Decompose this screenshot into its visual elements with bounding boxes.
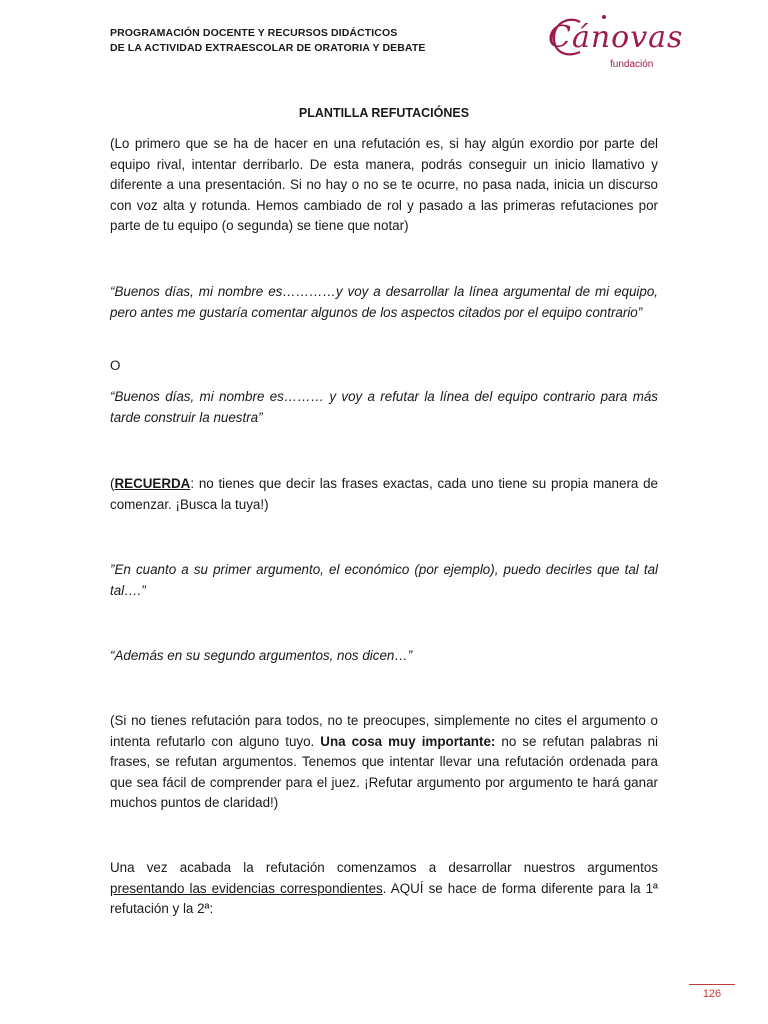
header-line-2: DE LA ACTIVIDAD EXTRAESCOLAR DE ORATORIA Y DEBATE — [110, 42, 426, 54]
page-number: 126 — [702, 988, 722, 1000]
reminder-label: RECUERDA — [114, 476, 191, 491]
reminder-text: : no tienes que decir las frases exactas, cada uno tiene su propia manera de comenzar. ¡Busca la tuya!) — [110, 476, 658, 512]
closing-text-b: . AQUÍ se hace de forma diferente para la 1ª refutación y la 2ª: — [110, 880, 658, 917]
reminder-paragraph — [110, 474, 658, 515]
closing-paragraph — [110, 858, 658, 920]
footer-rule — [689, 984, 735, 985]
reminder-open-paren: ( — [110, 476, 115, 491]
page-title: PLANTILLA REFUTACIÓNES — [298, 106, 470, 120]
example-quote-4: “Además en su segundo argumentos, nos dicen…” — [110, 648, 413, 663]
or-separator: O — [110, 358, 121, 373]
closing-underlined: presentando las evidencias correspondientes — [110, 880, 383, 896]
closing-text-a: Una vez acabada la refutación comenzamos a desarrollar nuestros argumentos — [110, 860, 658, 875]
example-quote-3: ”En cuanto a su primer argumento, el económico (por ejemplo), puedo decirles que tal tal tal….” — [110, 562, 658, 598]
advice-paragraph — [110, 711, 658, 814]
advice-emphasis: Una cosa muy importante: — [320, 733, 496, 749]
logo-wordmark: Cánovas — [548, 20, 684, 55]
header-line-1: PROGRAMACIÓN DOCENTE Y RECURSOS DIDÁCTICOS — [110, 27, 398, 39]
logo-subtitle: fundación — [610, 59, 654, 70]
advice-text-b: no se refutan palabras ni frases, se refutan argumentos. Tenemos que intentar llevar una refutación ordenada para que sea fácil de comprender para el juez. ¡Refutar argumento por argumento te hará ganar muchos puntos de claridad!) — [110, 733, 658, 811]
intro-paragraph: (Lo primero que se ha de hacer en una refutación es, si hay algún exordio por parte del equipo rival, intentar derribarlo. De esta manera, podrás conseguir un inicio llamativo y diferente a una presentación. Si no hay o no se te ocurre, no pasa nada, inicia un discurso con voz alta y rotunda. Hemos cambiado de rol y pasado a las primeras refutaciones por parte de tu equipo (o segunda) se tiene que notar) — [110, 136, 658, 234]
example-quote-2: “Buenos días, mi nombre es……… y voy a refutar la línea del equipo contrario para más tarde construir la nuestra” — [110, 389, 658, 425]
advice-text-a: (Si no tienes refutación para todos, no te preocupes, simplemente no cites el argumento o intenta refutarlo con alguno tuyo. — [110, 713, 658, 749]
example-quote-1: “Buenos días, mi nombre es…………y voy a desarrollar la línea argumental de mi equipo, pero antes me gustaría comentar algunos de los aspectos citados por el equipo contrario” — [110, 284, 658, 320]
document-header — [110, 26, 425, 56]
